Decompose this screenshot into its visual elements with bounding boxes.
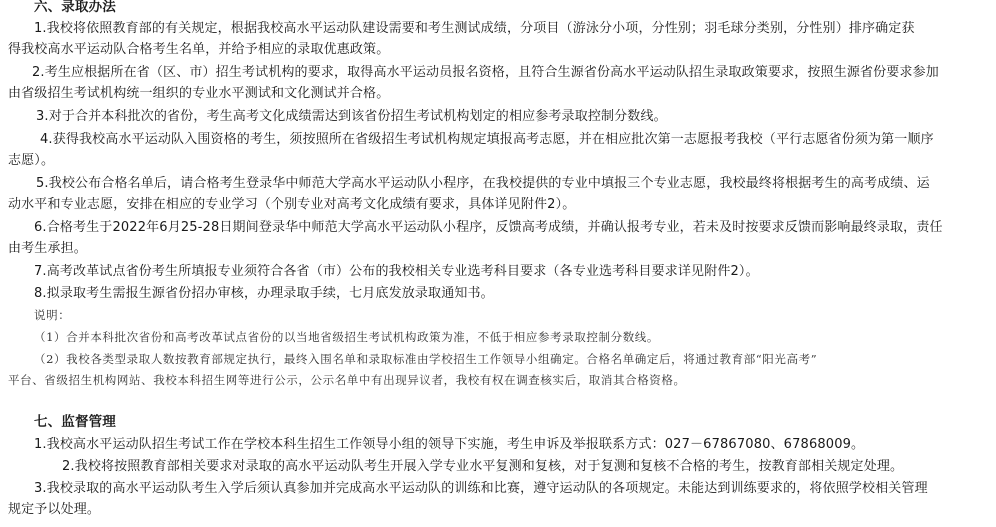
section-7-item-3-line-2: 规定予以处理。: [8, 502, 101, 517]
section-6-item-8: 8.拟录取考生需报生源省份招办审核，办理录取手续，七月底发放录取通知书。: [34, 286, 494, 301]
section-6-item-5-line-1: 5.我校公布合格名单后，请合格考生登录华中师范大学高水平运动队小程序，在我校提供的专业中填报三个专业志愿，我校最终将根据考生的高考成绩、运: [36, 176, 930, 191]
section-7-heading: 七、监督管理: [34, 414, 116, 430]
section-6-item-5-line-2: 动水平和专业志愿，安排在相应的专业学习（个别专业对高考文化成绩有要求，具体详见附件2）。: [8, 197, 576, 212]
section-6-item-1-line-2: 得我校高水平运动队合格考生名单，并给予相应的录取优惠政策。: [8, 42, 390, 57]
section-6-item-6-line-2: 由考生承担。: [8, 241, 87, 256]
section-6-item-6-line-1: 6.合格考生于2022年6月25-28日期间登录华中师范大学高水平运动队小程序，反馈高考成绩，并确认报考专业，若未及时按要求反馈而影响最终录取，责任: [34, 220, 943, 235]
section-6-item-7: 7.高考改革试点省份考生所填报专业须符合各省（市）公布的我校相关专业选考科目要求（各专业选考科目要求详见附件2）。: [34, 264, 759, 279]
note-1: （1）合并本科批次省份和高考改革试点省份的以当地省级招生考试机构政策为准，不低于相应参考录取控制分数线。: [34, 330, 660, 344]
section-6-heading: 六、录取办法: [34, 0, 116, 15]
section-6-item-1-line-1: 1.我校将依照教育部的有关规定，根据我校高水平运动队建设需要和考生测试成绩，分项目（游泳分小项，分性别；羽毛球分类别，分性别）排序确定获: [34, 21, 915, 36]
section-7-item-3-line-1: 3.我校录取的高水平运动队考生入学后须认真参加并完成高水平运动队的训练和比赛，遵守运动队的各项规定。未能达到训练要求的，将依照学校相关管理: [34, 481, 928, 496]
section-7-item-1: 1.我校高水平运动队招生考试工作在学校本科生招生工作领导小组的领导下实施，考生申诉及举报联系方式：027－67867080、67868009。: [34, 437, 865, 452]
section-7-item-2: 2.我校将按照教育部相关要求对录取的高水平运动队考生开展入学专业水平复测和复核，对于复测和复核不合格的考生，按教育部相关规定处理。: [62, 459, 904, 474]
section-6-item-2-line-2: 由省级招生考试机构统一组织的专业水平测试和文化测试并合格。: [8, 86, 390, 101]
section-6-item-2-line-1: 2.考生应根据所在省（区、市）招生考试机构的要求，取得高水平运动员报名资格，且符合生源省份高水平运动队招生录取政策要求，按照生源省份要求参加: [32, 65, 939, 80]
note-2-line-1: （2）我校各类型录取人数按教育部规定执行，最终入围名单和录取标准由学校招生工作领导小组确定。合格名单确定后，将通过教育部“阳光高考”: [34, 352, 818, 366]
notes-label: 说明：: [34, 308, 71, 322]
section-6-item-4-line-2: 志愿）。: [8, 153, 55, 168]
note-2-line-2: 平台、省级招生机构网站、我校本科招生网等进行公示，公示名单中有出现异议者，我校有权在调查核实后，取消其合格资格。: [8, 373, 686, 387]
section-6-item-3: 3.对于合并本科批次的省份，考生高考文化成绩需达到该省份招生考试机构划定的相应参考录取控制分数线。: [36, 109, 667, 124]
section-6-item-4-line-1: 4.获得我校高水平运动队入围资格的考生，须按照所在省级招生考试机构规定填报高考志愿，并在相应批次第一志愿报考我校（平行志愿省份须为第一顺序: [40, 132, 934, 147]
